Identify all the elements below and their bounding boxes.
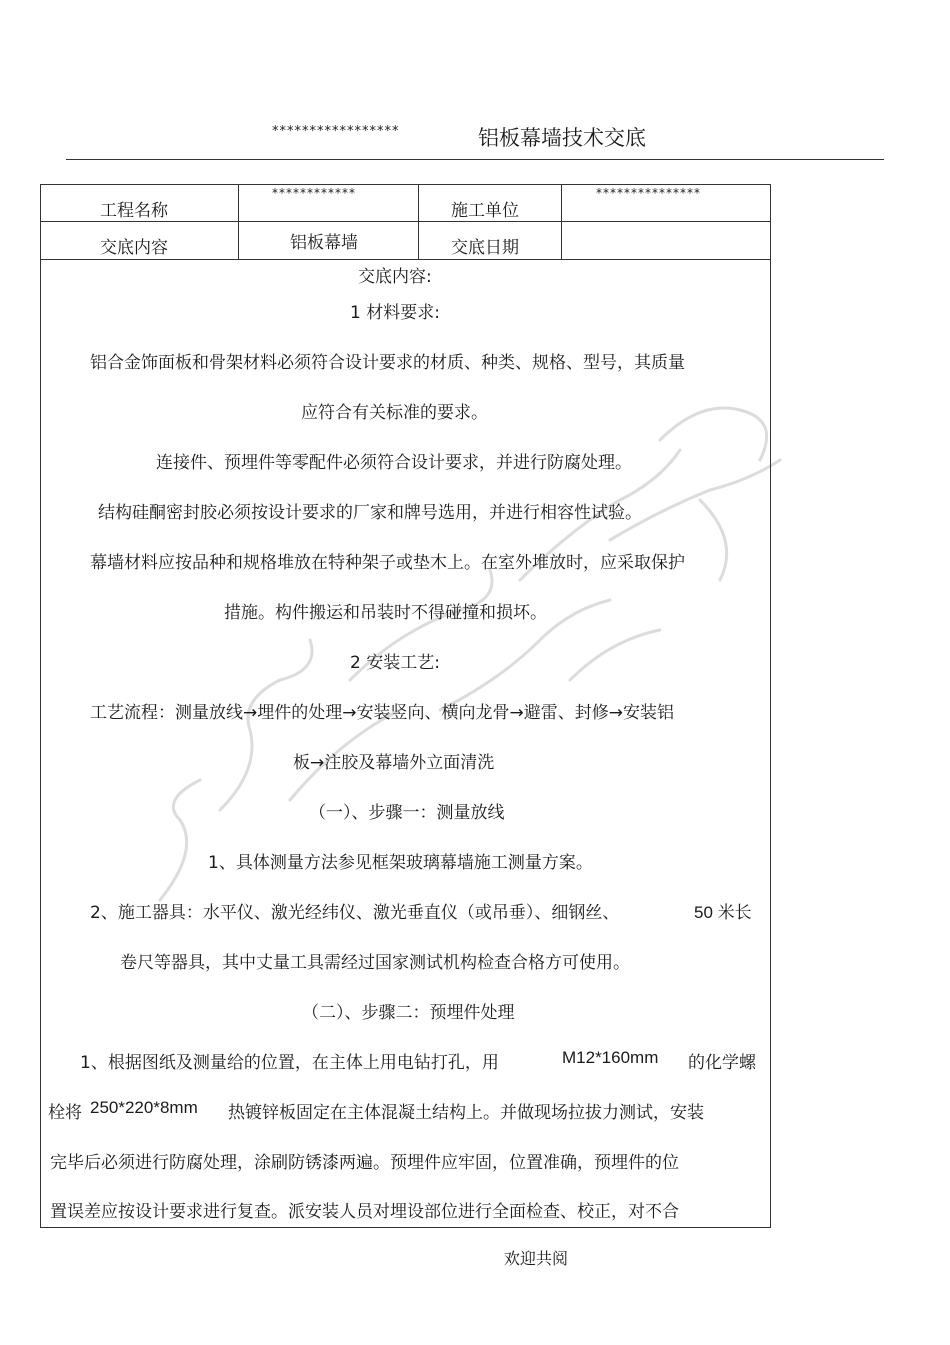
section-title: 2 安装工艺: <box>350 653 440 673</box>
header-stars: ***************** <box>272 124 400 139</box>
content-heading: 交底内容: <box>358 267 432 287</box>
project-name-label: 工程名称 <box>100 201 168 221</box>
table-row-divider <box>40 221 771 222</box>
paragraph-line: 栓将 <box>48 1103 82 1123</box>
paragraph-line: 结构硅酮密封胶必须按设计要求的厂家和牌号选用，并进行相容性试验。 <box>98 503 642 523</box>
table-col-divider <box>561 184 562 259</box>
paragraph-line: 应符合有关标准的要求。 <box>301 403 488 423</box>
page-title: 铝板幕墙技术交底 <box>478 126 646 150</box>
construction-unit-label: 施工单位 <box>451 201 519 221</box>
paragraph-line: 连接件、预埋件等零配件必须符合设计要求，并进行防腐处理。 <box>156 453 632 473</box>
paragraph-line: 热镀锌板固定在主体混凝土结构上。并做现场拉拔力测试，安装 <box>228 1103 704 1123</box>
paragraph-line: 措施。构件搬运和吊装时不得碰撞和损坏。 <box>224 603 547 623</box>
paragraph-line: 1、具体测量方法参见框架玻璃幕墙施工测量方案。 <box>208 853 593 873</box>
header-rule <box>66 159 884 160</box>
paragraph-line: 铝合金饰面板和骨架材料必须符合设计要求的材质、种类、规格、型号，其质量 <box>90 353 685 373</box>
step-title: （二）、步骤二：预埋件处理 <box>302 1003 515 1023</box>
table-col-divider <box>238 184 239 259</box>
paragraph-line: 50 米长 <box>694 903 752 922</box>
table-col-divider <box>418 184 419 259</box>
paragraph-line: 的化学螺 <box>688 1053 756 1073</box>
date-label: 交底日期 <box>451 238 519 258</box>
step-title: （一）、步骤一：测量放线 <box>309 803 505 823</box>
content-value: 铝板幕墙 <box>290 233 358 253</box>
paragraph-line: 置误差应按设计要求进行复查。派安装人员对埋设部位进行全面检查、校正，对不合 <box>50 1202 679 1222</box>
paragraph-line: M12*160mm <box>562 1048 659 1067</box>
paragraph-line: 工艺流程：测量放线→埋件的处理→安装竖向、横向龙骨→避雷、封修→安装铝 <box>90 703 674 723</box>
paragraph-line: 完毕后必须进行防腐处理，涂刷防锈漆两遍。预埋件应牢固，位置准确，预埋件的位 <box>50 1153 679 1173</box>
section-title: 1 材料要求: <box>350 303 440 323</box>
paragraph-line: 卷尺等器具，其中丈量工具需经过国家测试机构检查合格方可使用。 <box>120 953 630 973</box>
paragraph-line: 250*220*8mm <box>90 1098 198 1117</box>
paragraph-line: 幕墙材料应按品种和规格堆放在特种架子或垫木上。在室外堆放时，应采取保护 <box>90 553 685 573</box>
paragraph-line: 板→注胶及幕墙外立面清洗 <box>293 753 495 773</box>
paragraph-line: 1、根据图纸及测量给的位置，在主体上用电钻打孔，用 <box>80 1053 499 1073</box>
table-row-divider <box>40 259 771 260</box>
content-label: 交底内容 <box>100 238 168 258</box>
construction-unit-value: *************** <box>596 186 701 200</box>
paragraph-line: 2、施工器具：水平仪、激光经纬仪、激光垂直仪（或吊垂）、细钢丝、 <box>90 903 620 923</box>
footer-text: 欢迎共阅 <box>504 1249 569 1268</box>
project-name-value: ************ <box>272 186 356 200</box>
